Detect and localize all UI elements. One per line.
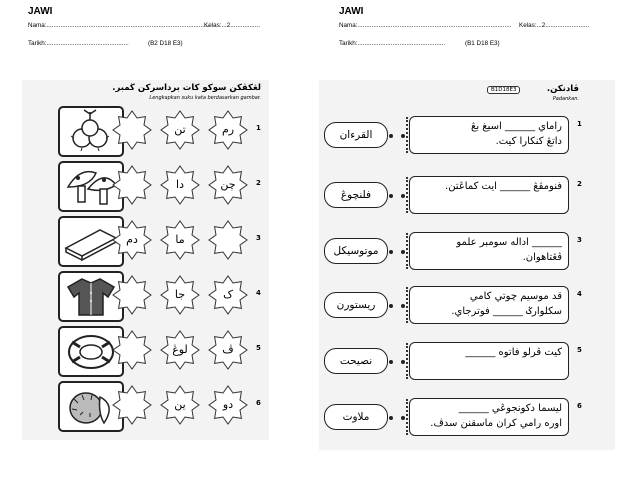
star-syllable: تن [174,123,186,136]
match-dot[interactable] [389,416,393,420]
star-box [112,165,152,205]
answer-word-box[interactable]: فلنچوڠ [324,182,388,208]
answer-word-box[interactable]: موتوسيكل [324,238,388,264]
row-number: 1 [256,124,261,132]
star-syllable: چن [220,178,236,191]
page-title: JAWI [28,6,53,17]
nama-line [28,22,209,29]
sentence-line-1: فنومڤڠ ______ ايت كماڠتن. [445,181,562,192]
matching-worksheet [319,80,615,450]
match-dot[interactable] [401,134,405,138]
sentence-line-1: كيت ڤرلو فاتوه ______ [465,347,562,358]
sentence-card [409,286,569,324]
star-syllable: دا [176,178,184,191]
sentence-line-2: ڤڠتاهوان. [522,252,562,263]
tarikh-blank: ............................................... [46,40,129,47]
sentence-line-1: ليسما دكونجوڠي ______ [458,403,562,414]
tarikh-line [28,40,129,47]
star-box [112,385,152,425]
match-dot[interactable] [401,416,405,420]
nama-label: Nama: [28,22,47,29]
star-syllable: جا [174,288,186,301]
worksheet-code: (B2 D18 E3) [148,40,183,47]
kelas-line: Kelas:...2................. [204,22,260,29]
row-number: 5 [256,344,261,352]
row-number: 6 [256,399,261,407]
sentence-card [409,116,569,154]
star-syllable: دو [222,398,234,411]
page-title-right: JAWI [339,6,364,17]
nama-label-right: Nama: [339,22,358,29]
row-number: 5 [577,346,582,354]
tarikh-label: Tarikh: [28,40,47,47]
star-box [112,275,152,315]
row-number: 4 [577,290,582,298]
instruction-jawi: لڠكڤكن سوكو كات برداسركن ڬمبر. [112,83,261,93]
star-syllable: ک [223,288,233,301]
tarikh-label-right: Tarikh: [339,40,358,47]
match-dot[interactable] [389,194,393,198]
sentence-line-1: قد موسيم چوتي كامي [469,291,562,302]
answer-word-box[interactable]: القرءان [324,122,388,148]
sentence-line-2: داتڠ كنكارا كيت. [495,136,562,147]
sentence-card [409,232,569,270]
answer-word-box[interactable]: ريستورن [324,292,388,318]
worksheet-badge: B1D18E3 [487,86,520,94]
kelas-line-right: Kelas:...2......................... [519,22,589,29]
syllable-worksheet [22,80,269,440]
star-box [208,220,248,260]
row-number: 1 [577,120,582,128]
nama-line-right [339,22,512,29]
instruction-jawi-right: ڤادنكن. [546,84,579,94]
sentence-card [409,176,569,214]
match-dot[interactable] [389,304,393,308]
answer-word-box[interactable]: نصيحت [324,348,388,374]
match-dot[interactable] [389,250,393,254]
tarikh-blank-right: .................................................. [357,40,446,47]
row-number: 2 [577,180,582,188]
star-syllable: دم [126,233,138,246]
tarikh-line-right [339,40,445,47]
instruction-rumi: Lengkapkan suku kata berdasarkan gambar. [149,95,261,101]
match-dot[interactable] [401,360,405,364]
star-syllable: ين [174,398,186,411]
row-number: 3 [256,234,261,242]
sentence-line-2: سكلوارݢ ______ فوترجاي. [451,306,562,317]
answer-word-box[interactable]: ملاوت [324,404,388,430]
row-number: 3 [577,236,582,244]
sentence-card [409,342,569,380]
row-number: 4 [256,289,261,297]
row-number: 2 [256,179,261,187]
sentence-line-1: ______ اداله سومبر علمو [456,237,562,248]
right-worksheet-page [319,0,638,493]
match-dot[interactable] [401,194,405,198]
nama-blank-right: ........................................................................................ [357,22,512,29]
sentence-line-2: اوره رامي كران ماسقنن سدڤ. [430,418,562,429]
star-syllable: لوڠ [172,343,188,356]
sentence-line-1: راماي ______ اسيغ بڠ [471,121,562,132]
instruction-rumi-right: Padankan. [552,96,579,102]
match-dot[interactable] [401,304,405,308]
row-number: 6 [577,402,582,410]
nama-blank: ............................................................................................. [46,22,210,29]
match-dot[interactable] [389,360,393,364]
sentence-card [409,398,569,436]
star-box [112,110,152,150]
star-box [112,330,152,370]
match-dot[interactable] [389,134,393,138]
star-syllable: رم [221,123,235,136]
match-dot[interactable] [401,250,405,254]
star-syllable: ما [175,233,185,246]
worksheet-code-right: (B1 D18 E3) [465,40,500,47]
star-syllable: ڤ [222,343,234,356]
